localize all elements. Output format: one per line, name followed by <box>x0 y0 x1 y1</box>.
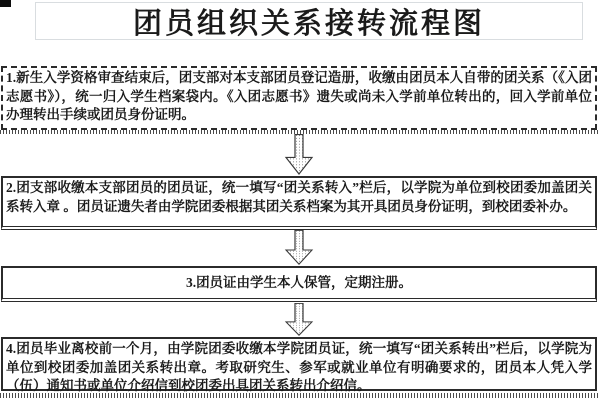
flow-step-3-text: 3.团员证由学生本人保管，定期注册。 <box>185 275 413 291</box>
page-title: 团员组织关系接转流程图 <box>132 7 485 40</box>
flow-step-2 <box>1 176 597 230</box>
down-arrow-icon <box>283 303 315 336</box>
flow-step-1 <box>1 66 597 130</box>
flow-step-4-text: 4.团员毕业离校前一个月，由学院团委收缴本学院团员证，统一填写“团关系转出”栏后，以学院为单位到校团委加盖团关系转出章。考取研究生、参军或就业单位有明确要求的，团员本人凭入学（伍）通知书或单位介绍信到校团委出具团关系转出介绍信。 <box>6 341 592 394</box>
corner-mark <box>0 0 11 7</box>
flow-step-1-text: 1.新生入学资格审查结束后，团支部对本支部团员登记造册，收缴由团员本人自带的团关系（《入团志愿书》），统一归入学生档案袋内。《入团志愿书》遗失或尚未入学前单位转出的，回入学前单位办理转出手续或团员身份证明。 <box>6 70 592 123</box>
down-arrow-icon <box>283 134 315 175</box>
flow-step-3 <box>1 266 597 302</box>
title-box <box>35 2 583 40</box>
flow-step-2-text: 2.团支部收缴本支部团员的团员证，统一填写“团关系转入”栏后，以学院为单位到校团委加盖团关系转入章 。团员证遗失者由学院团委根据其团关系档案为其开具团员身份证明，到校团委补办。 <box>6 180 592 214</box>
divider-hatch <box>0 393 600 398</box>
down-arrow-icon <box>283 230 315 265</box>
flow-step-4 <box>1 337 597 394</box>
